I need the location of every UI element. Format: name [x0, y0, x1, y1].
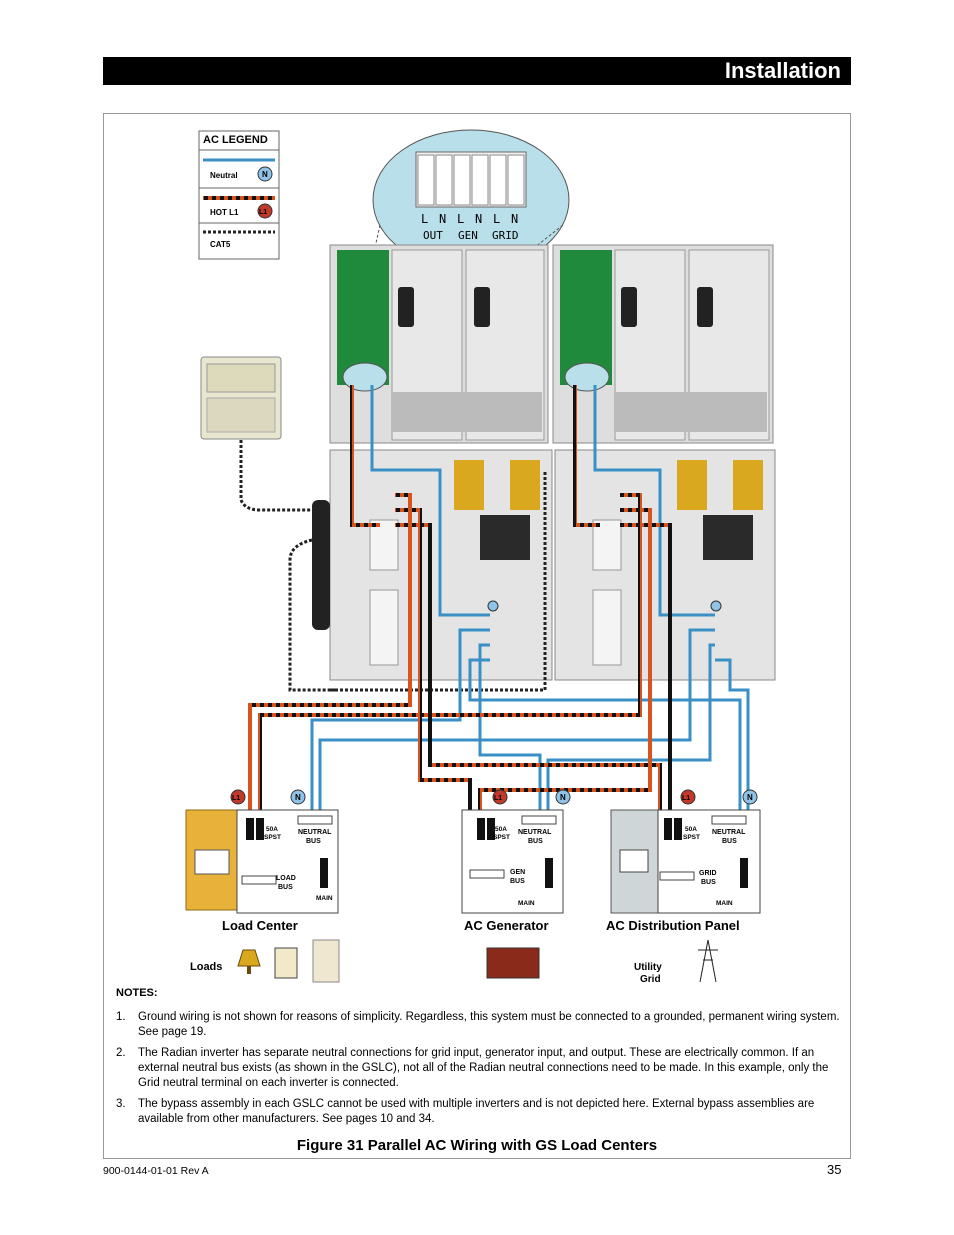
note-text: Ground wiring is not shown for reasons of simplicity. Regardless, this system must be connected to a grounded, permanent wiring system. See page 19.: [138, 1011, 840, 1038]
dist-main-label: MAIN: [716, 900, 733, 907]
lamp-icon: [238, 950, 260, 974]
generator-icon: [487, 948, 539, 978]
outlet-icon: [275, 948, 297, 978]
notes-section: [116, 986, 841, 1133]
refrigerator-icon: [313, 940, 339, 982]
badge-n-dist: N: [747, 793, 753, 802]
callout-letter-2: N: [439, 212, 447, 226]
utility-label: Utility: [634, 962, 662, 973]
note-text: The Radian inverter has separate neutral connections for grid input, generator input, and output. These are electrically common. If an external neutral bus exists (as shown in the GSLC), not all of the Radian neutral connections need to be made. In this example, only the Grid neutral terminal on each inverter is connected.: [138, 1047, 829, 1089]
load-center-title: Load Center: [222, 918, 298, 933]
ac-distribution-title: AC Distribution Panel: [606, 918, 740, 933]
callout-letter-1: L: [421, 212, 429, 226]
figure-caption: Figure 31 Parallel AC Wiring with GS Load Centers: [296, 1137, 658, 1154]
gen-bus-label: GEN BUS: [510, 869, 526, 885]
badge-l1-gen: L1: [494, 795, 503, 802]
note-number: 1.: [116, 1011, 126, 1023]
notes-title: NOTES:: [116, 987, 158, 999]
gen-neutral-bus-label: NEUTRAL BUS: [518, 829, 552, 845]
ac-legend: [199, 131, 279, 259]
gen-breaker-label: 50A SPST: [493, 826, 510, 841]
load-center-panel: [186, 810, 338, 913]
badge-l1-dist: L1: [682, 795, 691, 802]
note-text: The bypass assembly in each GSLC cannot be used with multiple inverters and is not depicted here. External bypass assemblies are available from other manufacturers. See pages 10 and 34.: [138, 1098, 815, 1125]
transmission-tower-icon: [698, 940, 718, 982]
neutral-badge-icon: [488, 601, 498, 611]
dist-neutral-bus-label: NEUTRAL BUS: [712, 829, 746, 845]
legend-title: AC LEGEND: [203, 134, 268, 146]
legend-neutral-label: Neutral: [210, 171, 238, 180]
grid-label: Grid: [640, 974, 661, 985]
callout-letter-3: L: [457, 212, 465, 226]
callout-group-grid: GRID: [492, 229, 519, 242]
callout-letter-4: N: [475, 212, 483, 226]
legend-cat5-label: CAT5: [210, 240, 231, 249]
callout-group-gen: GEN: [458, 229, 478, 242]
page-section-title: Installation: [724, 58, 841, 83]
badge-l1-lc: L1: [232, 795, 241, 802]
note-item: [116, 1097, 841, 1127]
lc-breaker-label: 50A SPST: [264, 826, 281, 841]
note-item: [116, 1046, 841, 1091]
badge-n-gen: N: [560, 793, 566, 802]
lc-neutral-bus-label: NEUTRAL BUS: [298, 829, 332, 845]
legend-neutral-badge: N: [262, 170, 268, 179]
ac-generator-panel: [462, 810, 563, 913]
panel-badges: [231, 790, 757, 804]
callout-group-out: OUT: [423, 229, 443, 242]
document-number: 900-0144-01-01 Rev A: [103, 1165, 209, 1177]
lc-main-label: MAIN: [316, 895, 333, 902]
lc-load-bus-label: LOAD BUS: [276, 875, 296, 891]
note-number: 3.: [116, 1098, 126, 1110]
ac-distribution-panel: [611, 810, 760, 913]
system-display-remote: [201, 357, 281, 439]
loads-label: Loads: [190, 961, 223, 973]
page-number: 35: [827, 1162, 842, 1177]
ac-generator-title: AC Generator: [464, 918, 549, 933]
note-number: 2.: [116, 1047, 126, 1059]
callout-letter-6: N: [511, 212, 519, 226]
badge-n-lc: N: [295, 793, 301, 802]
gen-main-label: MAIN: [518, 900, 535, 907]
dist-grid-bus-label: GRID BUS: [699, 870, 717, 886]
svg-text:OUT GEN GRID: [423, 229, 519, 242]
communications-hub: [312, 500, 330, 630]
legend-hot-label: HOT L1: [210, 208, 239, 217]
note-item: [116, 1010, 841, 1040]
neutral-badge-icon: [711, 601, 721, 611]
callout-letter-5: L: [493, 212, 501, 226]
legend-hot-badge: L1: [259, 209, 268, 216]
dist-breaker-label: 50A SPST: [683, 826, 700, 841]
